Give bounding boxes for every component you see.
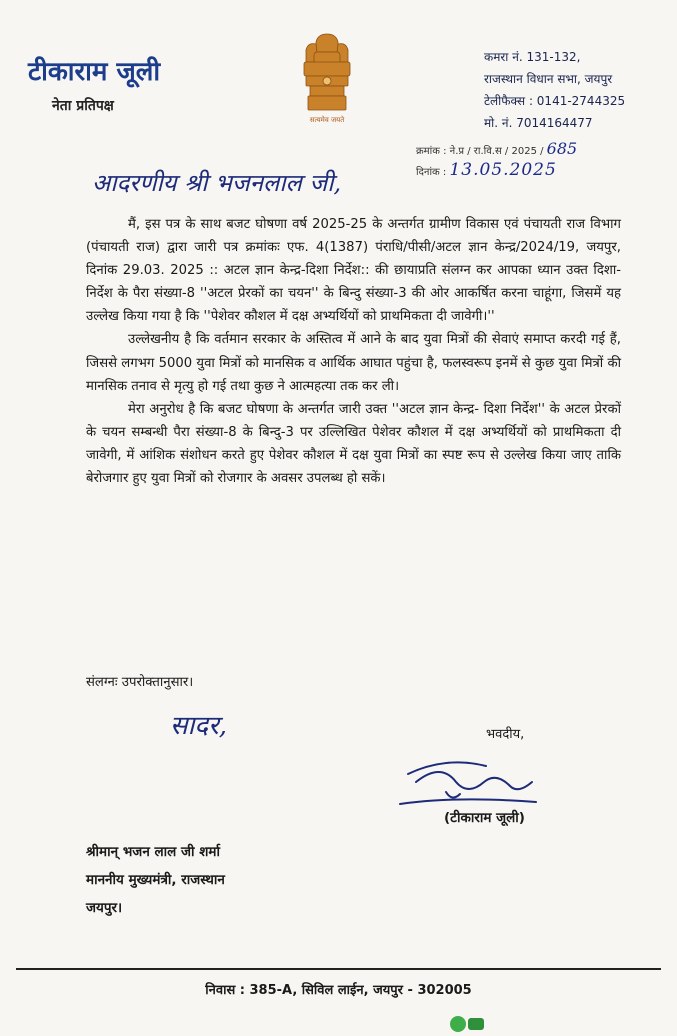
- state-emblem: [292, 32, 362, 128]
- recipient-city: जयपुर।: [86, 900, 123, 916]
- emblem-motto: सत्यमेव जयते: [309, 116, 345, 124]
- ashoka-emblem-icon: [292, 32, 362, 116]
- body-paragraph-3: मेरा अनुरोध है कि बजट घोषणा के अन्तर्गत जारी उक्त ''अटल ज्ञान केन्द्र- दिशा निर्देश'' के अटल प्रेरकों के चयन सम्बन्धी पैरा संख्या-8 के बिन्दु-3 पर उल्लिखित पेशेवर कौशल में दक्ष अभ्यर्थियों को प्राथमिकता दी जावेगी, में आंशिक संशोधन करते हुए पेशेवर कौशल में दक्ष युवा मित्रों का स्पष्ट रूप से उल्लेख किया जाए ताकि बेरोजगार हुए युवा मित्रों को रोजगार के अवसर उपलब्ध हो सकें।: [86, 401, 621, 487]
- corner-mark-icon: [448, 1012, 488, 1032]
- letter-body: [86, 213, 621, 490]
- enclosure-note: संलग्नः उपरोक्तानुसार।: [86, 675, 194, 690]
- ref-number-value: 685: [546, 139, 578, 158]
- recipient-name: श्रीमान् भजन लाल जी शर्मा: [86, 844, 220, 860]
- recipient-designation: माननीय मुख्यमंत्री, राजस्थान: [86, 872, 225, 888]
- ref-date-label: दिनांक :: [416, 167, 447, 178]
- sender-name: टीकाराम जूली: [28, 57, 161, 87]
- contact-room: कमरा नं. 131-132,: [484, 50, 581, 64]
- sender-designation: नेता प्रतिपक्ष: [52, 98, 114, 114]
- contact-block: [484, 46, 625, 134]
- ref-date-value: 13.05.2025: [449, 160, 557, 180]
- contact-telefax: टेलीफैक्स : 0141-2744325: [484, 94, 626, 108]
- contact-address: राजस्थान विधान सभा, जयपुर: [484, 72, 613, 86]
- signatory-name: (टीकाराम जूली): [444, 810, 525, 826]
- salutation: आदरणीय श्री भजनलाल जी,: [92, 169, 342, 197]
- footer-divider: [16, 968, 661, 970]
- footer-address: निवास : 385-A, सिविल लाईन, जयपुर - 302005: [205, 983, 472, 998]
- ref-number-label: क्रमांक : ने.प्र / रा.वि.स / 2025 /: [416, 146, 544, 157]
- handwritten-regards: सादर,: [170, 711, 228, 741]
- contact-mobile: मो. नं. 7014164477: [484, 116, 593, 130]
- closing: भवदीय,: [486, 727, 525, 742]
- body-paragraph-1: मैं, इस पत्र के साथ बजट घोषणा वर्ष 2025-25 के अन्तर्गत ग्रामीण विकास एवं पंचायती राज विभाग (पंचायती राज) द्वारा जारी पत्र क्रमांकः एफ. 4(1387) पंराधि/पीसी/अटल ज्ञान केन्द्र/2024/19, जयपुर, दिनांक 29.03. 2025 :: अटल ज्ञान केन्द्र-दिशा निर्देश:: की छायाप्रति संलग्न कर आपका ध्यान उक्त दिशा-निर्देश के पैरा संख्या-8 ''अटल प्रेरकों का चयन'' के बिन्दु संख्या-3 की ओर आकर्षित करना चाहूंगा, जिसमें यह उल्लेख किया गया है कि ''पेशेवर कौशल में दक्ष अभ्यर्थियों को प्राथमिकता दी जावेगी।'': [86, 217, 621, 325]
- recipient-block: [86, 838, 225, 922]
- reference-block: [416, 140, 577, 182]
- body-paragraph-2: उल्लेखनीय है कि वर्तमान सरकार के अस्तित्व में आने के बाद युवा मित्रों की सेवाएं समाप्त करदी गई हैं, जिससे लगभग 5000 युवा मित्रों को मानसिक व आर्थिक आघात पहुंचा है, फलस्वरूप इनमें से कुछ युवा मित्रों की मानसिक तनाव से मृत्यु हो गई तथा कुछ ने आत्महत्या तक कर ली।: [86, 332, 621, 394]
